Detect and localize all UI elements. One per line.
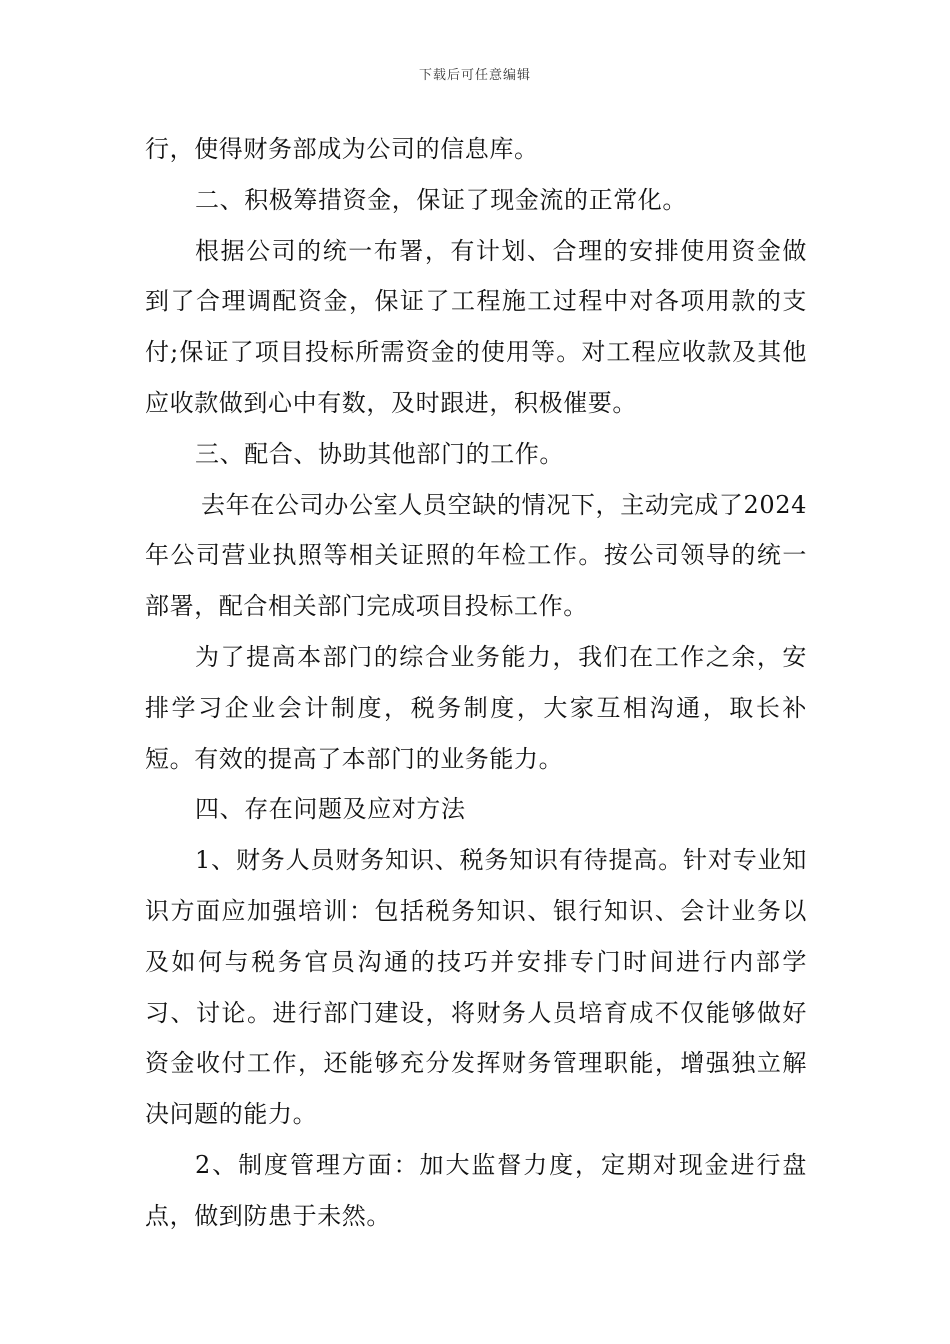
paragraph-funds: 根据公司的统一布署，有计划、合理的安排使用资金做到了合理调配资金，保证了工程施工过程中对各项用款的支付;保证了项目投标所需资金的使用等。对工程应收款及其他应收款做到心中有数，及时跟进，积极催要。	[145, 236, 807, 417]
paragraph-training: 为了提高本部门的综合业务能力，我们在工作之余，安排学习企业会计制度，税务制度，大家互相沟通，取长补短。有效的提高了本部门的业务能力。	[145, 642, 807, 773]
list-item-1: 1、财务人员财务知识、税务知识有待提高。针对专业知识方面应加强培训：包括税务知识、银行知识、会计业务以及如何与税务官员沟通的技巧并安排专门时间进行内部学习、讨论。进行部门建设，将财务人员培育成不仅能够做好资金收付工作，还能够充分发挥财务管理职能，增强独立解决问题的能力。	[145, 846, 807, 1129]
section-heading-4: 四、存在问题及应对方法	[195, 795, 466, 824]
list-item-2: 2、制度管理方面：加大监督力度，定期对现金进行盘点，做到防患于未然。	[145, 1150, 807, 1230]
paragraph-cooperation: 去年在公司办公室人员空缺的情况下，主动完成了2024年公司营业执照等相关证照的年检工作。按公司领导的统一部署，配合相关部门完成项目投标工作。	[145, 490, 807, 621]
page-header: 下载后可任意编辑	[418, 68, 531, 83]
section-heading-2: 二、积极筹措资金，保证了现金流的正常化。	[195, 185, 687, 214]
section-heading-3: 三、配合、协助其他部门的工作。	[195, 439, 564, 468]
paragraph-continuation: 行，使得财务部成为公司的信息库。	[145, 135, 539, 163]
document-body	[145, 124, 807, 1242]
